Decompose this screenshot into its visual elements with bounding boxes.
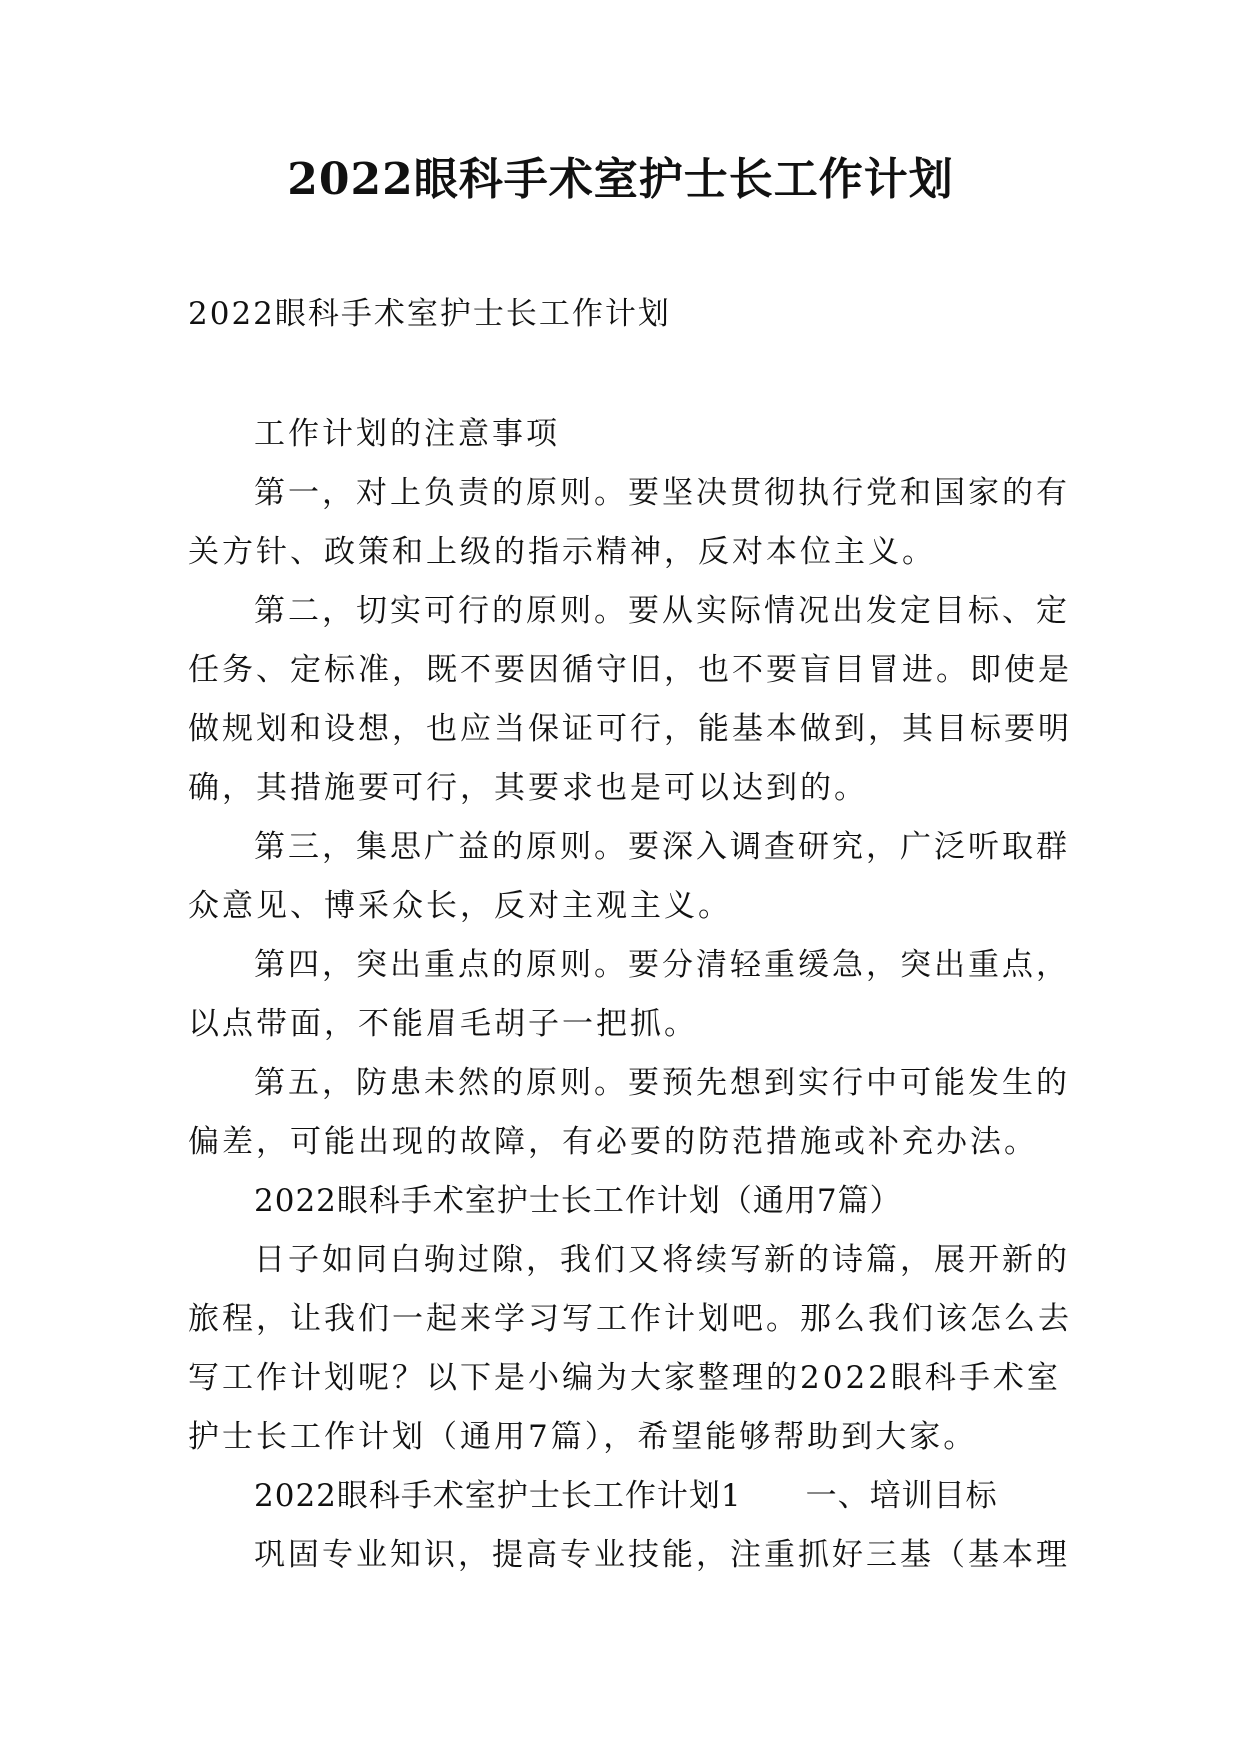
body-line: 做规划和设想，也应当保证可行，能基本做到，其目标要明 <box>188 711 1072 747</box>
body-line: 偏差，可能出现的故障，有必要的防范措施或补充办法。 <box>188 1124 1038 1160</box>
body-line: 任务、定标准，既不要因循守旧，也不要盲目冒进。即使是 <box>188 652 1072 688</box>
body-line: 写工作计划呢？以下是小编为大家整理的2022眼科手术室 <box>188 1360 1061 1396</box>
body-line: 2022眼科手术室护士长工作计划1 一、培训目标 <box>254 1478 998 1514</box>
body-line: 日子如同白驹过隙，我们又将续写新的诗篇，展开新的 <box>254 1242 1070 1278</box>
body-line: 2022眼科手术室护士长工作计划（通用7篇） <box>254 1183 902 1219</box>
body-line: 众意见、博采众长，反对主观主义。 <box>188 888 732 924</box>
body-line: 工作计划的注意事项 <box>254 416 560 452</box>
document-subtitle: 2022眼科手术室护士长工作计划 <box>188 296 671 332</box>
body-line: 第一，对上负责的原则。要坚决贯彻执行党和国家的有 <box>254 475 1070 511</box>
body-line: 关方针、政策和上级的指示精神，反对本位主义。 <box>188 534 936 570</box>
body-line: 确，其措施要可行，其要求也是可以达到的。 <box>188 770 868 806</box>
body-line: 旅程，让我们一起来学习写工作计划吧。那么我们该怎么去 <box>188 1301 1072 1337</box>
body-line: 第二，切实可行的原则。要从实际情况出发定目标、定 <box>254 593 1070 629</box>
document-body <box>188 405 1072 1585</box>
document-title: 2022眼科手术室护士长工作计划 <box>287 154 954 205</box>
body-line: 巩固专业知识，提高专业技能，注重抓好三基（基本理 <box>254 1537 1070 1573</box>
body-line: 第五，防患未然的原则。要预先想到实行中可能发生的 <box>254 1065 1070 1101</box>
body-line: 以点带面，不能眉毛胡子一把抓。 <box>188 1006 698 1042</box>
body-line: 第四，突出重点的原则。要分清轻重缓急，突出重点， <box>254 947 1070 983</box>
body-line: 第三，集思广益的原则。要深入调查研究，广泛听取群 <box>254 829 1070 865</box>
body-line: 护士长工作计划（通用7篇），希望能够帮助到大家。 <box>188 1419 978 1455</box>
